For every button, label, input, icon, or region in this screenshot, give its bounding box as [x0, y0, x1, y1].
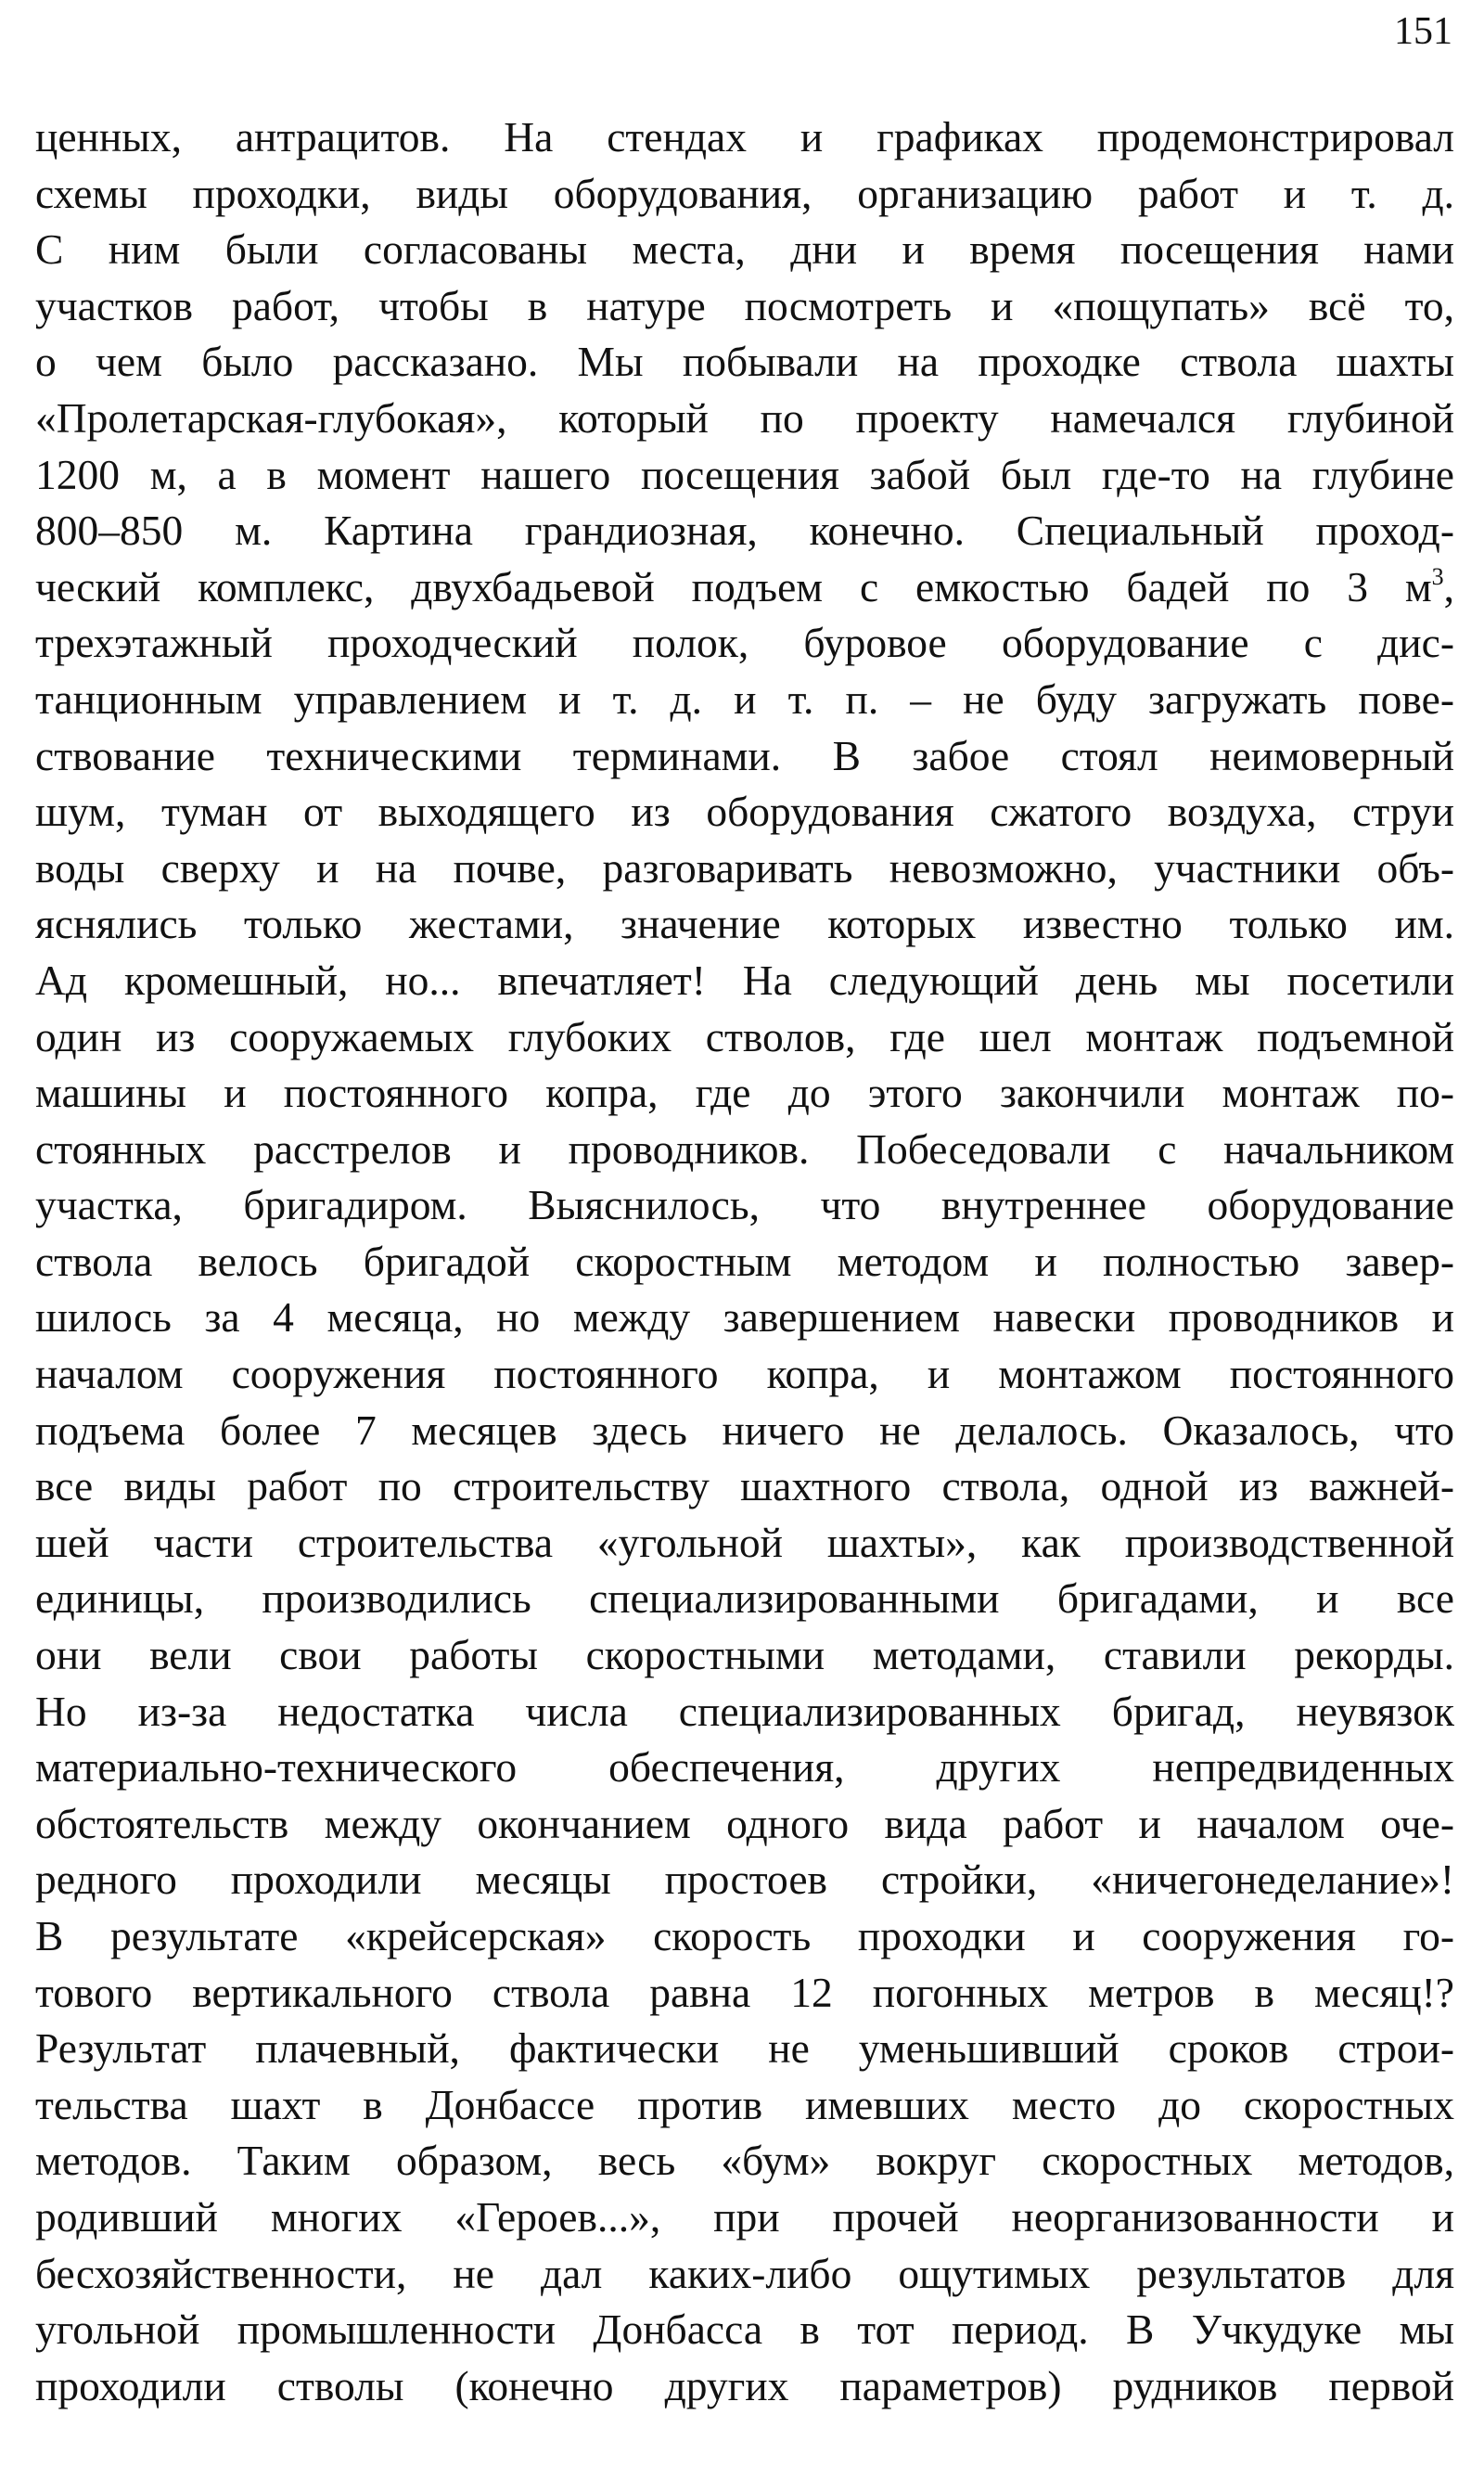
- text-line: единицы, производились специализированными бригадами, и все: [35, 1574, 1454, 1623]
- text-line: Ад кромешный, но... впечатляет! На следующий день мы посетили: [35, 956, 1454, 1004]
- text-line: методов. Таким образом, весь «бум» вокруг скоростных методов,: [35, 2137, 1454, 2185]
- text-line: материально-технического обеспечения, других непредвиденных: [35, 1743, 1454, 1792]
- superscript: 3: [1431, 562, 1444, 590]
- text-line: редного проходили месяцы простоев стройки, «ничегонеделание»!: [35, 1856, 1454, 1904]
- text-line: началом сооружения постоянного копра, и монтажом постоянного: [35, 1350, 1454, 1398]
- text-line: они вели свои работы скоростными методами, ставили рекорды.: [35, 1631, 1454, 1679]
- text-line: Результат плачевный, фактически не уменьшивший сроков строи-: [35, 2024, 1454, 2073]
- text-line: участков работ, чтобы в натуре посмотреть и «пощупать» всё то,: [35, 281, 1454, 329]
- text-line: все виды работ по строительству шахтного ствола, одной из важней-: [35, 1462, 1454, 1510]
- text-line: ценных, антрацитов. На стендах и графиках продемонстрировал: [35, 113, 1454, 161]
- text-line: трехэтажный проходческий полок, буровое оборудование с дис-: [35, 619, 1454, 667]
- text-line: угольной промышленности Донбасса в тот период. В Учкудуке мы: [35, 2305, 1454, 2354]
- text-line: подъема более 7 месяцев здесь ничего не делалось. Оказалось, что: [35, 1406, 1454, 1454]
- text-line: машины и постоянного копра, где до этого закончили монтаж по-: [35, 1069, 1454, 1117]
- text-line: воды сверху и на почве, разговаривать невозможно, участники объ-: [35, 843, 1454, 892]
- text-line: В результате «крейсерская» скорость проходки и сооружения го-: [35, 1912, 1454, 1959]
- text-line: ствование техническими терминами. В забое стоял неимоверный: [35, 731, 1454, 779]
- body-text: [35, 109, 1454, 2414]
- text-line: один из сооружаемых глубоких стволов, где шел монтаж подъемной: [35, 1012, 1454, 1060]
- text-line: Но из-за недостатка числа специализированных бригад, неувязок: [35, 1687, 1454, 1735]
- text-line: шум, туман от выходящего из оборудования сжатого воздуха, струи: [35, 788, 1454, 836]
- text-line: о чем было рассказано. Мы побывали на проходке ствола шахты: [35, 338, 1454, 386]
- text-line: бесхозяйственности, не дал каких-либо ощутимых результатов для: [35, 2249, 1454, 2297]
- text-line-main: ческий комплекс, двухбадьевой подъем с емкостью бадей по 3 м: [35, 562, 1432, 610]
- text-line: шилось за 4 месяца, но между завершением навески проводников и: [35, 1293, 1454, 1342]
- text-line: ствола велось бригадой скоростным методом и полностью завер-: [35, 1237, 1454, 1285]
- text-line: стоянных расстрелов и проводников. Побеседовали с начальником: [35, 1124, 1454, 1173]
- text-line: 800–850 м. Картина грандиозная, конечно. Специальный проход-: [35, 507, 1454, 555]
- page-number: 151: [1394, 10, 1452, 53]
- text-line: яснялись только жестами, значение которых известно только им.: [35, 900, 1454, 948]
- text-line-with-superscript: [35, 559, 1454, 616]
- text-line-tail: ,: [1443, 562, 1454, 610]
- text-line: тельства шахт в Донбассе против имевших место до скоростных: [35, 2080, 1454, 2128]
- text-line: схемы проходки, виды оборудования, организацию работ и т. д.: [35, 169, 1454, 217]
- text-line: шей части строительства «угольной шахты», как производственной: [35, 1518, 1454, 1566]
- text-line: 1200 м, а в момент нашего посещения забой был где-то на глубине: [35, 450, 1454, 498]
- text-line: С ним были согласованы места, дни и время посещения нами: [35, 225, 1454, 274]
- text-line: тового вертикального ствола равна 12 погонных метров в месяц!?: [35, 1968, 1454, 2016]
- text-line: родивший многих «Героев...», при прочей неорганизованности и: [35, 2192, 1454, 2241]
- text-line: танционным управлением и т. д. и т. п. – не буду загружать пове-: [35, 674, 1454, 723]
- text-line: обстоятельств между окончанием одного вида работ и началом оче-: [35, 1799, 1454, 1847]
- text-line: проходили стволы (конечно других параметров) рудников первой: [35, 2361, 1454, 2409]
- text-line: «Пролетарская-глубокая», который по проекту намечался глубиной: [35, 393, 1454, 442]
- text-line: участка, бригадиром. Выяснилось, что внутреннее оборудование: [35, 1181, 1454, 1229]
